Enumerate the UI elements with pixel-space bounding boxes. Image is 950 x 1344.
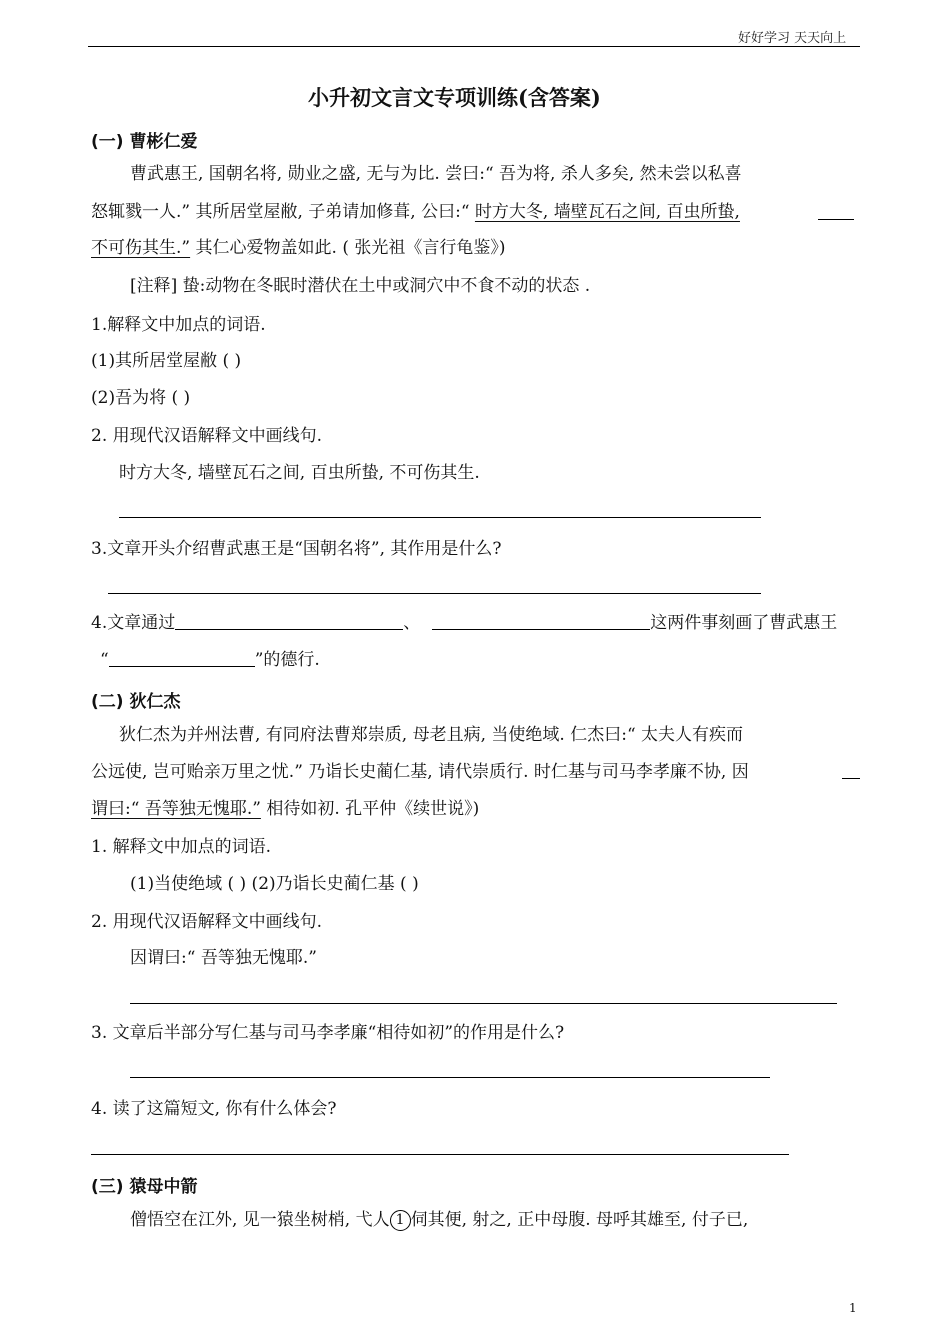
s2-passage-line3: [91, 797, 479, 821]
s1-note: [注释] 蛰:动物在冬眠时潜伏在土中或洞穴中不食不动的状态 .: [130, 276, 591, 296]
s3-passage-line1b: 伺其便, 射之, 正中母腹. 母呼其雄至, 付子已,: [410, 1210, 749, 1230]
s2-passage-line1: 狄仁杰为并州法曹, 有同府法曹郑崇质, 母老且病, 当使绝域. 仁杰曰:“ 太夫人有疾而: [119, 725, 744, 745]
s2-underline-tail: [842, 778, 860, 779]
s2-question-1: 1. 解释文中加点的词语.: [91, 837, 272, 857]
s2-question-2: 2. 用现代汉语解释文中画线句.: [91, 912, 323, 932]
s1-question-1: 1.解释文中加点的词语.: [91, 315, 266, 335]
s1-passage-line2a: 怒辄戮一人.” 其所居堂屋敝, 子弟请加修葺, 公曰:“: [91, 202, 475, 222]
s1-q4-text-a: 4.文章通过: [91, 613, 176, 633]
s2-passage-line2: 公远使, 岂可贻亲万里之忧.” 乃诣长史蔺仁基, 请代崇质行. 时仁基与司马李孝廉不协, 因: [91, 762, 749, 782]
s1-q4-blank-2[interactable]: [432, 611, 650, 630]
s2-answer-line-2[interactable]: [130, 1003, 837, 1004]
s2-question-3: 3. 文章后半部分写仁基与司马李孝廉“相待如初”的作用是什么?: [91, 1023, 565, 1043]
s2-question-1-items: (1)当使绝域 ( ) (2)乃诣长史蔺仁基 ( ): [130, 874, 419, 894]
s1-question-2: 2. 用现代汉语解释文中画线句.: [91, 426, 323, 446]
s1-question-1-item-2: (2)吾为将 ( ): [91, 388, 191, 408]
s1-underlined-sentence-part2: 不可伤其生.”: [91, 238, 191, 258]
section-2-heading: (二) 狄仁杰: [91, 692, 181, 712]
s2-passage-line3b: 相待如初. 孔平仲《续世说》): [260, 799, 480, 819]
s1-passage-line2: [91, 200, 740, 224]
s1-passage-line3b: 其仁心爱物盖如此. ( 张光祖《言行龟鉴》): [190, 238, 506, 258]
section-3-heading: (三) 猿母中箭: [91, 1177, 198, 1197]
page-title: 小升初文言文专项训练(含答案): [308, 85, 601, 110]
s1-q4-blank-1[interactable]: [175, 611, 403, 630]
s1-q4-text-c: 这两件事刻画了曹武惠王: [650, 613, 838, 633]
s1-passage-line3: [91, 236, 506, 260]
s1-question-4: [91, 611, 837, 635]
s1-passage-line1: 曹武惠王, 国朝名将, 勋业之盛, 无与为比. 尝曰:“ 吾为将, 杀人多矣, 然未尝以私喜: [130, 164, 742, 184]
s1-answer-line-2[interactable]: [119, 517, 761, 518]
s1-q4-text-b: 、: [403, 613, 421, 633]
s1-question-2-sentence: 时方大冬, 墙壁瓦石之间, 百虫所蛰, 不可伤其生.: [119, 463, 480, 483]
s2-answer-line-4[interactable]: [91, 1154, 789, 1155]
s1-underline-tail: [818, 219, 854, 220]
s1-question-4-line2: [100, 648, 320, 672]
header-rule: [88, 46, 860, 47]
s1-question-1-item-1: (1)其所居堂屋敝 ( ): [91, 351, 242, 371]
section-1-heading: (一) 曹彬仁爱: [91, 132, 198, 152]
s1-q4-text-e: ”的德行.: [254, 650, 320, 670]
circled-number-1: 1: [390, 1210, 411, 1231]
header-motto: 好好学习 天天向上: [738, 31, 847, 46]
page-number: 1: [849, 1301, 857, 1315]
s1-answer-line-3[interactable]: [108, 593, 761, 594]
s1-underlined-sentence-part1: 时方大冬, 墙壁瓦石之间, 百虫所蛰,: [474, 202, 740, 222]
s2-answer-line-3[interactable]: [130, 1077, 770, 1078]
s3-passage-line1a: 僧悟空在江外, 见一猿坐树梢, 弋人: [130, 1210, 390, 1230]
s2-question-4: 4. 读了这篇短文, 你有什么体会?: [91, 1099, 337, 1119]
s1-q4-text-d: “: [100, 650, 109, 670]
s3-passage-line1: [130, 1208, 748, 1232]
s2-underlined-sentence: 谓曰:“ 吾等独无愧耶.”: [91, 799, 261, 819]
s1-q4-blank-3[interactable]: [109, 648, 255, 667]
s2-question-2-sentence: 因谓曰:“ 吾等独无愧耶.”: [130, 948, 317, 968]
s1-question-3: 3.文章开头介绍曹武惠王是“国朝名将”, 其作用是什么?: [91, 539, 502, 559]
